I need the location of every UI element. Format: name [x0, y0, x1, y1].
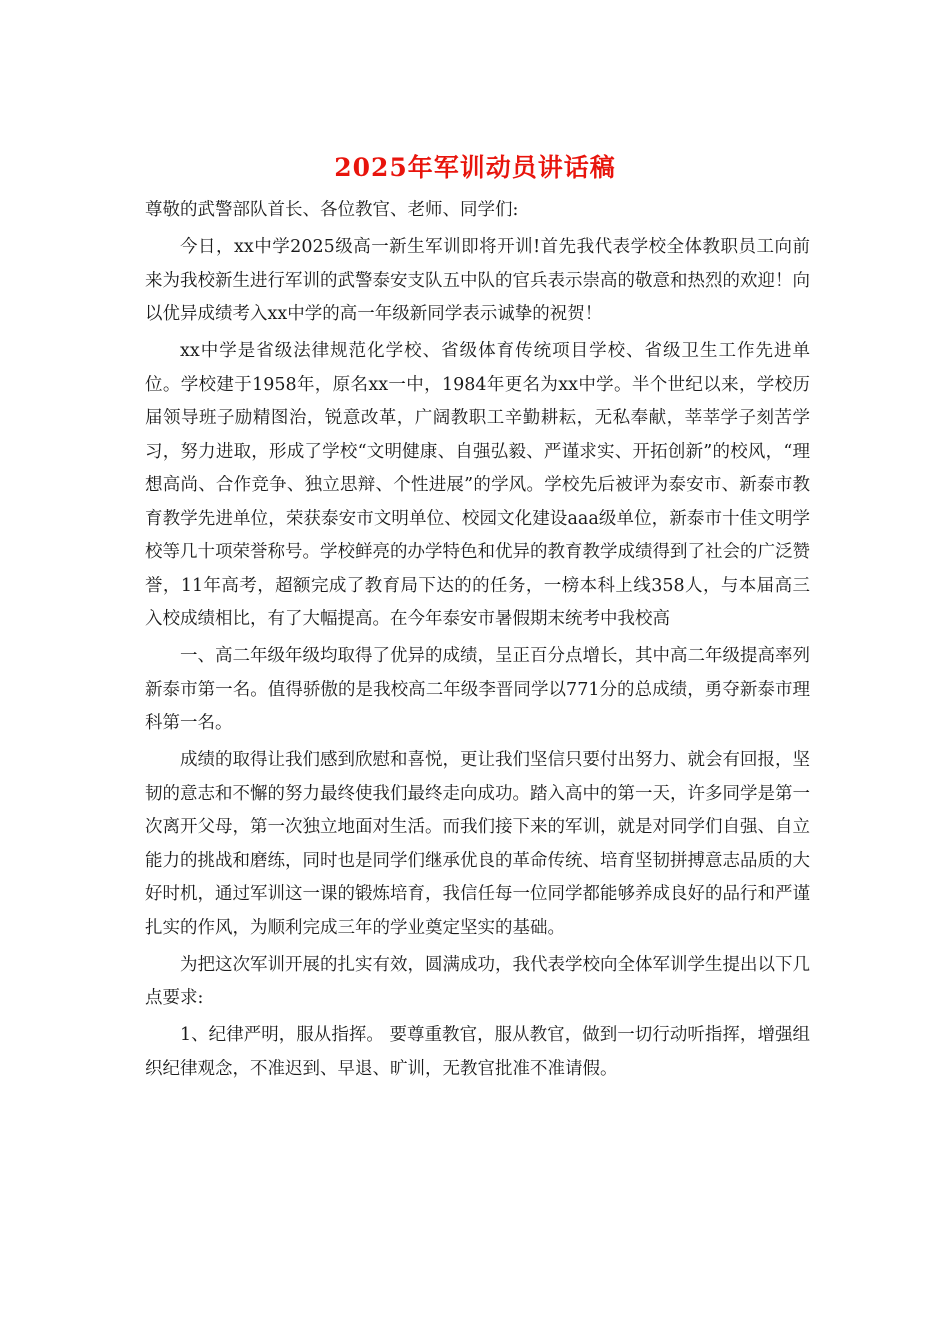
document-title: 2025年军训动员讲话稿 [334, 153, 616, 182]
military-training-meaning-paragraph: 成绩的取得让我们感到欣慰和喜悦，更让我们坚信只要付出努力、就会有回报，坚韧的意志和不懈的努力最终使我们最终走向成功。踏入高中的第一天，许多同学是第一次离开父母，第一次独立地面对生活。而我们接下来的军训，就是对同学们自强、自立能力的挑战和磨练，同时也是同学们继承优良的革命传统、培育坚韧拼搏意志品质的大好时机，通过军训这一课的锻炼培育，我信任每一位同学都能够养成良好的品行和严谨扎实的作风，为顺利完成三年的学业奠定坚实的基础。 [145, 750, 810, 938]
requirement-1-paragraph: 1、纪律严明，服从指挥。 要尊重教官，服从教官，做到一切行动听指挥，增强组织纪律观念，不准迟到、早退、旷训，无教官批准不准请假。 [145, 1025, 810, 1079]
achievement-paragraph: 一、高二年级年级均取得了优异的成绩，呈正百分点增长，其中高二年级提高率列新泰市第一名。值得骄傲的是我校高二年级李晋同学以771分的总成绩，勇夺新泰市理科第一名。 [145, 646, 810, 733]
salutation-paragraph: 尊敬的武警部队首长、各位教官、老师、同学们: [145, 200, 519, 220]
opening-paragraph: 今日，xx中学2025级高一新生军训即将开训!首先我代表学校全体教职员工向前来为我校新生进行军训的武警泰安支队五中队的官兵表示崇高的敬意和热烈的欢迎！向以优异成绩考入xx中学的高一年级新同学表示诚挚的祝贺！ [145, 237, 810, 324]
document-body [145, 194, 810, 1086]
school-introduction-paragraph: xx中学是省级法律规范化学校、省级体育传统项目学校、省级卫生工作先进单位。学校建于1958年，原名xx一中，1984年更名为xx中学。半个世纪以来，学校历届领导班子励精图治，锐意改革，广阔教职工辛勤耕耘，无私奉献，莘莘学子刻苦学习，努力进取，形成了学校“文明健康、自强弘毅、严谨求实、开拓创新”的校风，“理想高尚、合作竞争、独立思辩、个性进展”的学风。学校先后被评为泰安市、新泰市教育教学先进单位，荣获泰安市文明单位、校园文化建设aaa级单位，新泰市十佳文明学校等几十项荣誉称号。学校鲜亮的办学特色和优异的教育教学成绩得到了社会的广泛赞誉，11年高考，超额完成了教育局下达的的任务，一榜本科上线358人，与本届高三入校成绩相比，有了大幅提高。在今年泰安市暑假期末统考中我校高 [145, 341, 810, 629]
requirements-intro-paragraph: 为把这次军训开展的扎实有效，圆满成功，我代表学校向全体军训学生提出以下几点要求: [145, 954, 810, 1008]
